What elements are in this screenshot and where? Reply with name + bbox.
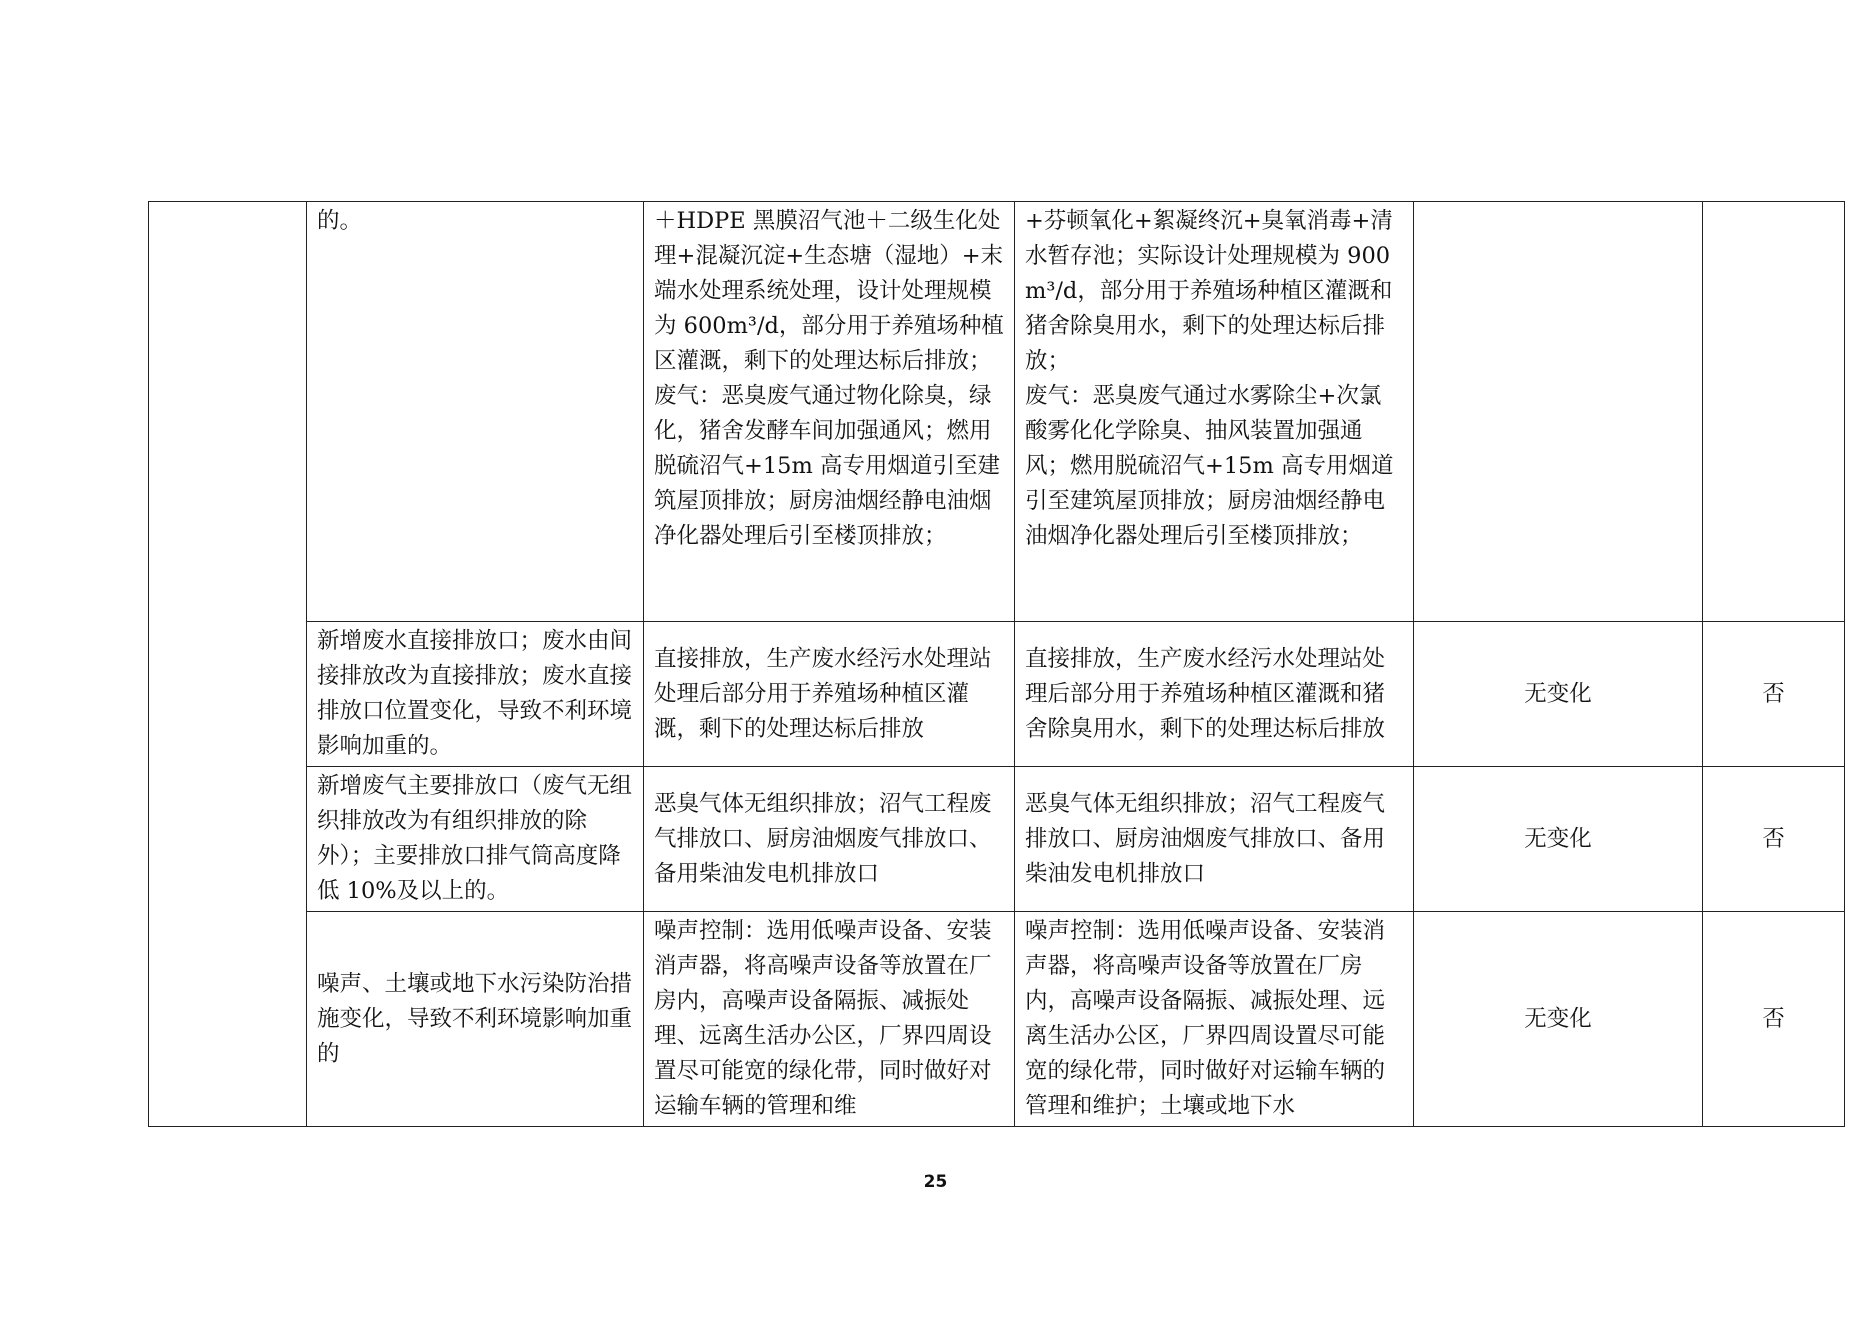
actual-measure-cell: 直接排放，生产废水经污水处理站处理后部分用于养殖场种植区灌溉和猪舍除臭用水，剩下的处理达标后排放	[1015, 622, 1414, 767]
actual-measure-cell: 噪声控制：选用低噪声设备、安装消声器，将高噪声设备等放置在厂房内，高噪声设备隔振、减振处理、远离生活办公区，厂界四周设置尽可能宽的绿化带，同时做好对运输车辆的管理和维护；土壤或地下水	[1015, 912, 1414, 1127]
change-cell	[1414, 202, 1703, 622]
page-number: 25	[923, 1172, 948, 1192]
table-row	[149, 767, 1845, 912]
condition-cell: 新增废水直接排放口；废水由间接排放改为直接排放；废水直接排放口位置变化，导致不利环境影响加重的。	[307, 622, 644, 767]
major-change-cell: 否	[1703, 622, 1845, 767]
original-measure-cell: 噪声控制：选用低噪声设备、安装消声器，将高噪声设备等放置在厂房内，高噪声设备隔振、减振处理、远离生活办公区，厂界四周设置尽可能宽的绿化带，同时做好对运输车辆的管理和维	[644, 912, 1015, 1127]
original-measure-cell: ＋HDPE 黑膜沼气池＋二级生化处理+混凝沉淀+生态塘（湿地）+末端水处理系统处理，设计处理规模为 600m³/d，部分用于养殖场种植区灌溉，剩下的处理达标后排放； 废气：恶臭废气通过物化除臭，绿化，猪舍发酵车间加强通风；燃用脱硫沼气+15m 高专用烟道引至建筑屋顶排放；厨房油烟经静电油烟净化器处理后引至楼顶排放；	[644, 202, 1015, 622]
condition-cell: 新增废气主要排放口（废气无组织排放改为有组织排放的除外）；主要排放口排气筒高度降低 10%及以上的。	[307, 767, 644, 912]
major-change-cell	[1703, 202, 1845, 622]
major-change-cell: 否	[1703, 767, 1845, 912]
condition-cell: 的。	[307, 202, 644, 622]
actual-measure-cell: +芬顿氧化+絮凝终沉+臭氧消毒+清水暂存池；实际设计处理规模为 900m³/d，部分用于养殖场种植区灌溉和猪舍除臭用水，剩下的处理达标后排放； 废气：恶臭废气通过水雾除尘+次氯酸雾化化学除臭、抽风装置加强通风；燃用脱硫沼气+15m 高专用烟道引至建筑屋顶排放；厨房油烟经静电油烟净化器处理后引至楼顶排放；	[1015, 202, 1414, 622]
condition-cell: 噪声、土壤或地下水污染防治措施变化，导致不利环境影响加重的	[307, 912, 644, 1127]
original-measure-cell: 恶臭气体无组织排放；沼气工程废气排放口、厨房油烟废气排放口、备用柴油发电机排放口	[644, 767, 1015, 912]
comparison-table	[148, 201, 1845, 1127]
major-change-cell: 否	[1703, 912, 1845, 1127]
change-cell: 无变化	[1414, 767, 1703, 912]
table-row	[149, 622, 1845, 767]
table-row	[149, 912, 1845, 1127]
table-row	[149, 202, 1845, 622]
change-cell: 无变化	[1414, 912, 1703, 1127]
category-cell	[149, 202, 307, 1127]
original-measure-cell: 直接排放，生产废水经污水处理站处理后部分用于养殖场种植区灌溉，剩下的处理达标后排放	[644, 622, 1015, 767]
actual-measure-cell: 恶臭气体无组织排放；沼气工程废气排放口、厨房油烟废气排放口、备用柴油发电机排放口	[1015, 767, 1414, 912]
change-cell: 无变化	[1414, 622, 1703, 767]
